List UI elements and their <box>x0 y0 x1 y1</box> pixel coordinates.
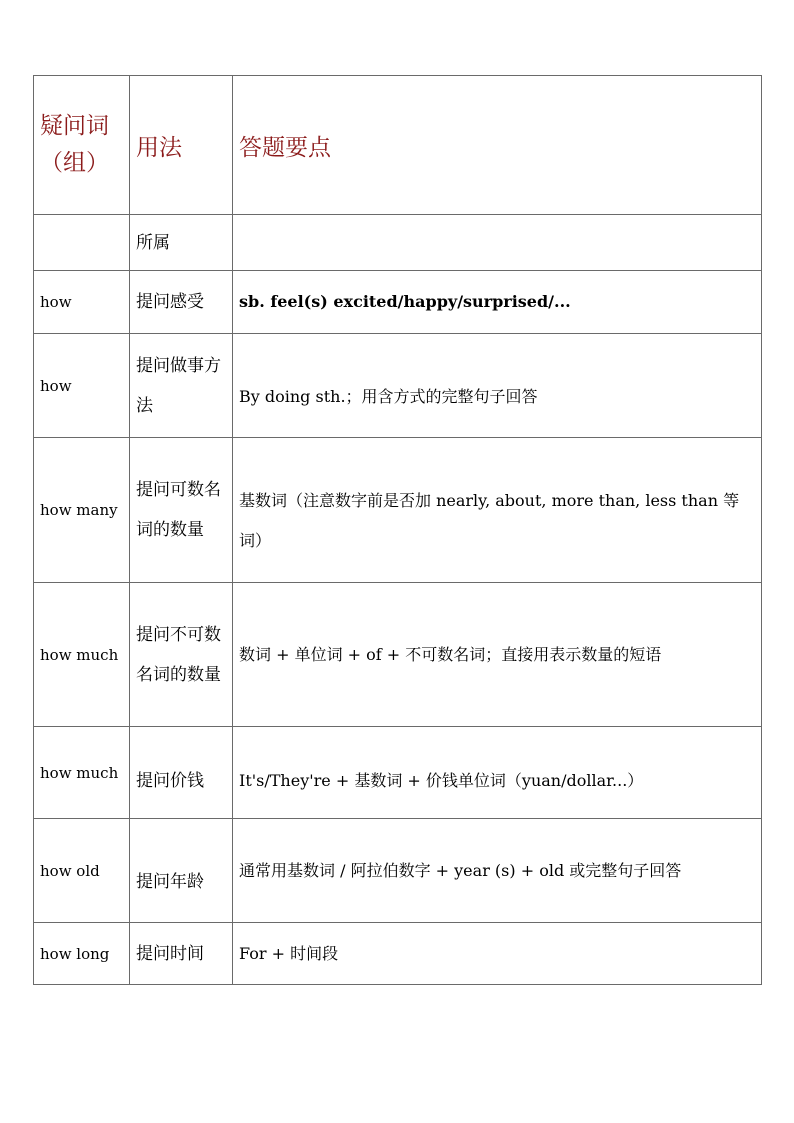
table-row <box>34 215 762 271</box>
question-words-table <box>33 75 762 985</box>
usage-cell: 提问时间 <box>130 923 233 985</box>
usage-cell: 提问做事方法 <box>130 334 233 438</box>
header-usage: 用法 <box>130 76 233 215</box>
usage-cell: 提问感受 <box>130 271 233 334</box>
usage-cell: 提问可数名词的数量 <box>130 438 233 583</box>
answer-cell: sb. feel(s) excited/happy/surprised/... <box>233 271 762 334</box>
usage-cell: 所属 <box>130 215 233 271</box>
table-row <box>34 819 762 923</box>
question-word-cell: how many <box>34 438 130 583</box>
question-word-cell: how old <box>34 819 130 923</box>
header-question-word: 疑问词（组） <box>34 76 130 215</box>
table-row <box>34 271 762 334</box>
question-word-cell: how long <box>34 923 130 985</box>
table-header-row <box>34 76 762 215</box>
usage-cell: 提问价钱 <box>130 727 233 819</box>
usage-cell: 提问年龄 <box>130 819 233 923</box>
answer-cell: 通常用基数词 / 阿拉伯数字 + year (s) + old 或完整句子回答 <box>233 819 762 923</box>
table-row <box>34 334 762 438</box>
header-answer-points: 答题要点 <box>233 76 762 215</box>
table-row <box>34 438 762 583</box>
answer-cell: 基数词（注意数字前是否加 nearly, about, more than, less than 等词） <box>233 438 762 583</box>
question-word-cell: how much <box>34 583 130 727</box>
question-word-cell <box>34 215 130 271</box>
table-row <box>34 727 762 819</box>
question-word-cell: how much <box>34 727 130 819</box>
answer-cell <box>233 215 762 271</box>
answer-cell: For + 时间段 <box>233 923 762 985</box>
usage-cell: 提问不可数名词的数量 <box>130 583 233 727</box>
table-row <box>34 583 762 727</box>
answer-cell: By doing sth.；用含方式的完整句子回答 <box>233 334 762 438</box>
answer-cell: It's/They're + 基数词 + 价钱单位词（yuan/dollar...） <box>233 727 762 819</box>
table-row <box>34 923 762 985</box>
answer-cell: 数词 + 单位词 + of + 不可数名词；直接用表示数量的短语 <box>233 583 762 727</box>
question-word-cell: how <box>34 271 130 334</box>
question-word-cell: how <box>34 334 130 438</box>
